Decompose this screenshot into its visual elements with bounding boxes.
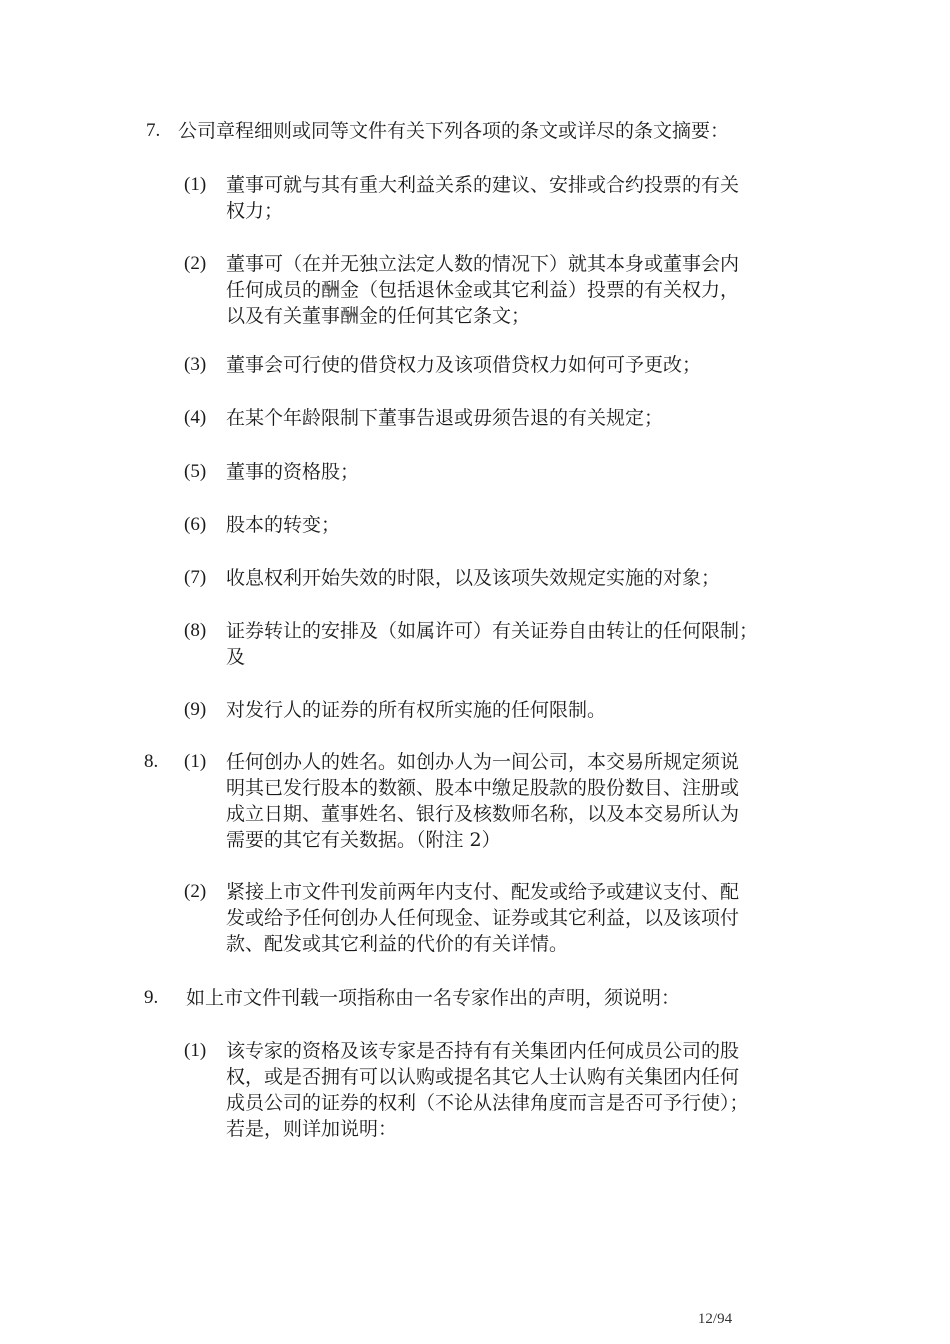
item-text: 该专家的资格及该专家是否持有有关集团内任何成员公司的股 权，或是否拥有可以认购或提名其它人士认购有关集团内任何 成员公司的证券的权利（不论从法律角度而言是否可予行使）； 若是，则详加说明：: [226, 1040, 749, 1140]
item-label: (5): [184, 461, 207, 482]
item-text: 收息权利开始失效的时限，以及该项失效规定实施的对象；: [226, 567, 721, 589]
item-label: (1): [184, 174, 207, 195]
item-label: (4): [184, 407, 207, 428]
item-label: (6): [184, 514, 207, 535]
item-label: (3): [184, 354, 207, 375]
item-text: 任何创办人的姓名。如创办人为一间公司，本交易所规定须说 明其已发行股本的数额、股本中缴足股款的股份数目、注册或 成立日期、董事姓名、银行及核数师名称，以及本交易所认为 需要的其它有关数据。（附注 2）: [226, 751, 740, 851]
section-heading: 公司章程细则或同等文件有关下列各项的条文或详尽的条文摘要：: [178, 120, 730, 142]
item-text: 董事可（在并无独立法定人数的情况下）就其本身或董事会内 任何成员的酬金（包括退休金或其它利益）投票的有关权力， 以及有关董事酬金的任何其它条文；: [226, 253, 740, 327]
item-label: (9): [184, 699, 207, 720]
item-text: 证券转让的安排及（如属许可）有关证券自由转让的任何限制； 及: [226, 620, 759, 668]
item-text: 股本的转变；: [226, 514, 341, 536]
item-label: (2): [184, 253, 207, 274]
item-text: 董事的资格股；: [226, 461, 360, 483]
item-text: 对发行人的证券的所有权所实施的任何限制。: [226, 699, 607, 721]
section-heading: 如上市文件刊载一项指称由一名专家作出的声明，须说明：: [186, 987, 681, 1009]
section-number: 7.: [146, 120, 161, 141]
item-label: (8): [184, 620, 207, 641]
section-number: 8.: [144, 751, 159, 772]
page-footer: [0, 1311, 950, 1328]
page-number: 12/94: [697, 1311, 733, 1327]
item-text: 董事会可行使的借贷权力及该项借贷权力如何可予更改；: [226, 354, 702, 376]
item-text: 紧接上市文件刊发前两年内支付、配发或给予或建议支付、配 发或给予任何创办人任何现金、证券或其它利益，以及该项付 款、配发或其它利益的代价的有关详情。: [226, 881, 740, 955]
item-text: 在某个年龄限制下董事告退或毋须告退的有关规定；: [226, 407, 664, 429]
item-label: (1): [184, 1040, 207, 1061]
section-number: 9.: [144, 987, 159, 1008]
item-text: 董事可就与其有重大利益关系的建议、安排或合约投票的有关 权力；: [226, 174, 740, 222]
item-label: (7): [184, 567, 207, 588]
item-label: (1): [184, 751, 207, 772]
item-label: (2): [184, 881, 207, 902]
